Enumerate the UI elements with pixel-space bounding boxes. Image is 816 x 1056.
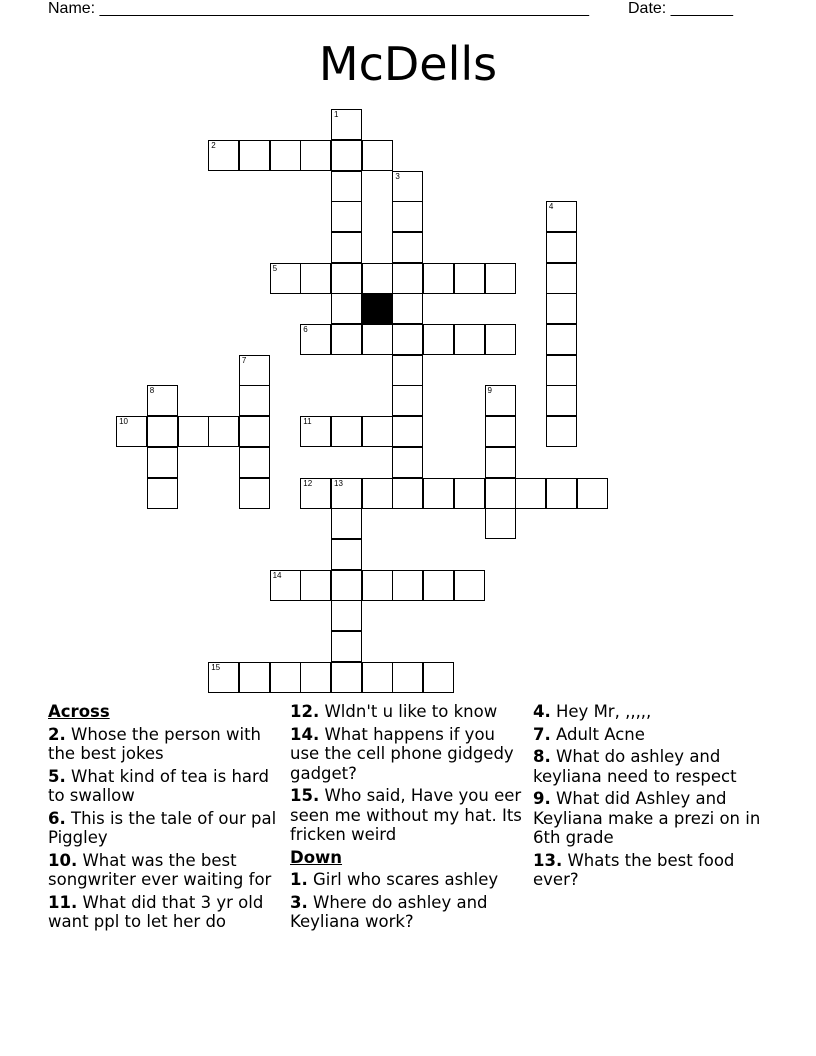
down-clue-list-continued [533,702,773,890]
grid-cell[interactable] [208,140,239,171]
clue-item-text: This is the tale of our pal Piggley [48,808,277,847]
date-field: Date: _______ [628,0,733,17]
grid-cell[interactable] [147,385,178,416]
clue-item-text: Wldn't u like to know [324,702,498,721]
grid-cell[interactable] [331,171,362,202]
grid-cell[interactable] [300,416,331,447]
clue-item [48,725,284,764]
clue-number: 1 [334,110,339,120]
clue-number: 10 [119,417,128,427]
grid-cell[interactable] [331,201,362,232]
grid-cell[interactable] [515,478,546,509]
grid-cell[interactable] [239,662,270,693]
grid-cell[interactable] [577,478,608,509]
grid-cell[interactable] [392,447,423,478]
clue-number: 6 [303,325,308,334]
clue-item-number: 2. [48,724,66,744]
grid-cell[interactable] [392,416,423,447]
clue-item [48,893,284,932]
grid-cell[interactable] [239,385,270,416]
clue-item-text: What happens if you use the cell phone gidgedy gadget? [290,724,514,783]
grid-cell[interactable] [239,478,270,509]
grid-cell[interactable] [392,570,423,601]
clue-number: 13 [334,478,343,488]
clue-item [533,851,773,890]
grid-cell[interactable] [485,324,516,355]
clue-number: 5 [272,263,278,273]
grid-cell[interactable] [239,140,270,171]
grid-cell[interactable] [116,416,147,447]
clue-item-text: What was the best songwriter ever waiting for [48,850,272,889]
grid-cell[interactable] [331,109,362,140]
grid-cell[interactable] [331,600,362,631]
clue-item [533,725,773,745]
clues-column-2 [290,702,528,935]
clue-item [533,702,773,722]
grid-cell[interactable] [546,201,577,232]
grid-cell[interactable] [331,631,362,662]
grid-cell[interactable] [423,478,454,509]
grid-cell[interactable] [362,570,393,601]
grid-cell[interactable] [392,385,423,416]
clue-item-number: 6. [48,808,66,828]
clue-item-number: 1. [290,870,308,889]
grid-cell[interactable] [485,263,516,294]
grid-cell[interactable] [147,478,178,509]
grid-cell[interactable] [423,662,454,693]
clue-item [48,851,284,890]
clue-number: 8 [149,386,155,396]
clue-item [48,767,284,806]
clue-item-text: What do ashley and keyliana need to respect [533,747,737,786]
clue-item [290,702,528,722]
grid-cell[interactable] [362,478,393,509]
clue-number: 4 [548,202,554,212]
black-square [362,293,393,324]
grid-cell[interactable] [362,416,393,447]
grid-cell[interactable] [300,662,331,693]
clue-item-number: 15. [290,786,320,805]
grid-cell[interactable] [392,324,423,355]
clue-number: 2 [211,140,216,150]
grid-cell[interactable] [485,416,516,447]
grid-cell[interactable] [208,662,239,693]
clue-item-text: Whose the person with the best jokes [48,724,261,763]
clue-item [533,747,773,786]
grid-cell[interactable] [546,324,577,355]
grid-cell[interactable] [239,416,270,447]
grid-cell[interactable] [331,232,362,263]
clue-item [290,893,528,932]
grid-cell[interactable] [147,416,178,447]
clue-item-text: What kind of tea is hard to swallow [48,766,269,805]
grid-cell[interactable] [331,508,362,539]
grid-cell[interactable] [392,478,423,509]
grid-cell[interactable] [392,293,423,324]
grid-cell[interactable] [546,293,577,324]
grid-cell[interactable] [300,140,331,171]
clue-item-text: What did Ashley and Keyliana make a prezi on in 6th grade [533,789,761,847]
clue-item-number: 7. [533,724,551,744]
clue-number: 15 [211,662,221,672]
grid-cell[interactable] [546,416,577,447]
clue-item [48,809,284,848]
grid-cell[interactable] [546,232,577,263]
grid-cell[interactable] [147,447,178,478]
grid-cell[interactable] [300,263,331,294]
clue-item-number: 11. [48,892,78,912]
grid-cell[interactable] [331,324,362,355]
grid-cell[interactable] [485,385,516,416]
grid-cell[interactable] [208,416,239,447]
grid-cell[interactable] [423,570,454,601]
clue-item-text: Who said, Have you eer seen me without my hat. Its fricken weird [290,786,522,844]
grid-cell[interactable] [331,140,362,171]
grid-cell[interactable] [454,324,485,355]
grid-cell[interactable] [485,508,516,539]
clue-item [533,789,773,848]
puzzle-title: McDells [318,37,498,91]
clue-item-number: 5. [48,766,66,786]
grid-cell[interactable] [331,293,362,324]
grid-cell[interactable] [392,263,423,294]
grid-cell[interactable] [331,539,362,570]
grid-cell[interactable] [331,416,362,447]
grid-cell[interactable] [362,662,393,693]
clue-item-text: What did that 3 yr old want ppl to let her do [48,892,264,931]
grid-cell[interactable] [300,478,331,509]
grid-cell[interactable] [423,263,454,294]
clue-number: 7 [241,355,247,365]
grid-cell[interactable] [454,570,485,601]
clue-item-text: Whats the best food ever? [533,850,735,889]
clue-item-number: 3. [290,892,308,912]
grid-cell[interactable] [454,263,485,294]
clue-number: 12 [303,478,313,488]
grid-cell[interactable] [331,570,362,601]
clue-number: 3 [395,171,400,181]
clue-item-number: 8. [533,747,551,766]
grid-cell[interactable] [362,263,393,294]
clue-item [290,870,528,890]
clue-item-text: Hey Mr, ,,,,, [556,702,652,721]
across-clue-list-continued [290,702,528,845]
across-clue-list [48,725,284,932]
clue-item [290,725,528,784]
grid-cell[interactable] [485,447,516,478]
grid-cell[interactable] [546,263,577,294]
grid-cell[interactable] [546,355,577,386]
grid-cell[interactable] [300,324,331,355]
grid-cell[interactable] [270,570,301,601]
clue-item-number: 4. [533,702,551,721]
clue-item-number: 10. [48,850,78,870]
grid-cell[interactable] [362,324,393,355]
grid-cell[interactable] [546,478,577,509]
grid-cell[interactable] [270,140,301,171]
clues-column-1 [48,702,284,935]
across-heading: Across [48,702,110,721]
down-heading: Down [290,847,343,867]
grid-cell[interactable] [331,263,362,294]
grid-cell[interactable] [239,447,270,478]
clue-item [290,786,528,845]
grid-cell[interactable] [454,478,485,509]
clue-item-number: 13. [533,850,563,870]
name-field: Name: _______________________________________________________ [48,0,589,17]
grid-cell[interactable] [423,324,454,355]
grid-cell[interactable] [392,355,423,386]
grid-cell[interactable] [270,662,301,693]
grid-cell[interactable] [239,355,270,386]
grid-cell[interactable] [178,416,209,447]
grid-cell[interactable] [392,171,423,202]
clue-item-number: 14. [290,724,320,744]
clue-number: 9 [487,386,492,396]
clue-item-number: 9. [533,789,551,808]
clue-item-number: 12. [290,702,320,721]
down-clue-list [290,870,528,932]
grid-cell[interactable] [362,140,393,171]
clue-number: 11 [303,417,312,427]
grid-cell[interactable] [331,478,362,509]
grid-cell[interactable] [392,232,423,263]
clue-item-text: Where do ashley and Keyliana work? [290,892,488,931]
grid-cell[interactable] [270,263,301,294]
clue-item-text: Girl who scares ashley [313,870,499,889]
grid-cell[interactable] [546,385,577,416]
grid-cell[interactable] [485,478,516,509]
clues-column-3 [533,702,773,893]
clue-number: 14 [272,570,282,580]
grid-cell[interactable] [300,570,331,601]
grid-cell[interactable] [392,201,423,232]
clue-item-text: Adult Acne [556,724,645,744]
grid-cell[interactable] [392,662,423,693]
grid-cell[interactable] [331,662,362,693]
